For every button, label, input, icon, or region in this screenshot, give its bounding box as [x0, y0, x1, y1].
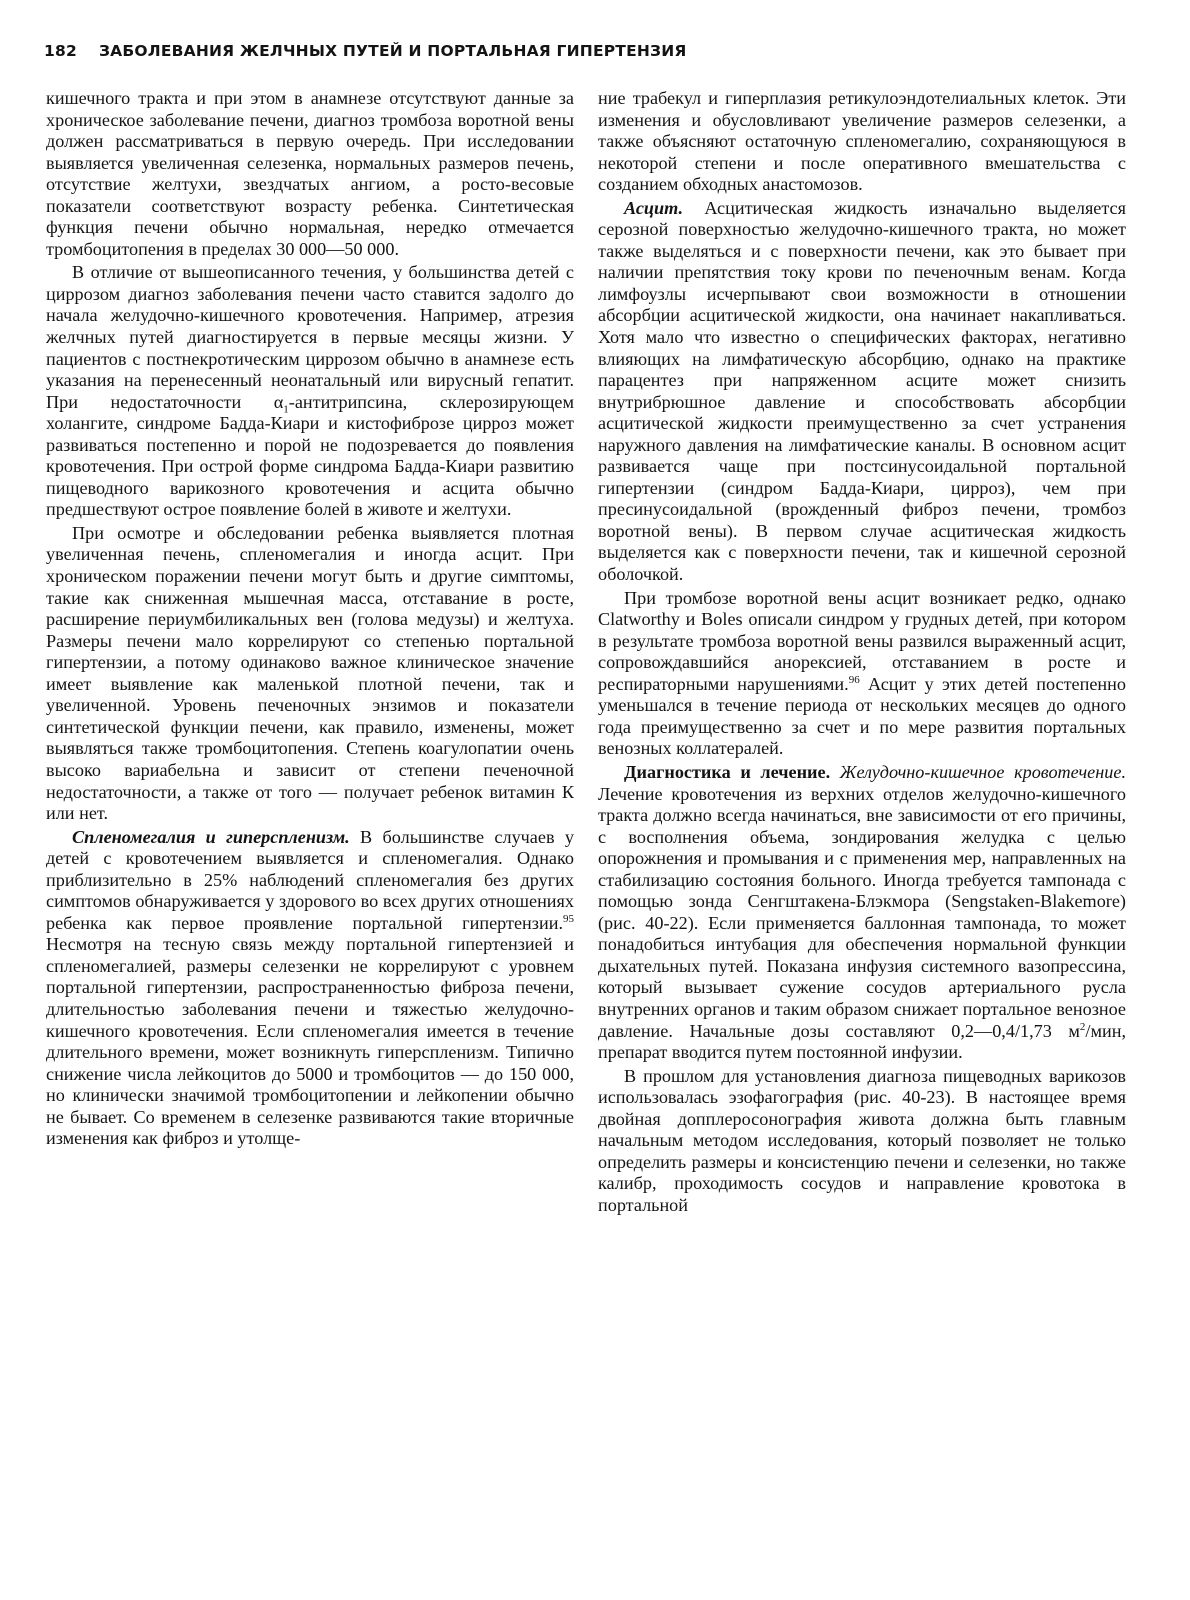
subscript: 1	[283, 403, 289, 416]
paragraph	[46, 827, 574, 1150]
text-run: Асцит у этих детей постепенно уменьшался в течение периода от нескольких месяцев до одного года преимущественно за счет и по мере развития портальных венозных коллатералей.	[598, 673, 1126, 759]
page-number: 182	[44, 42, 77, 60]
paragraph: В прошлом для установления диагноза пищеводных варикозов использовалась эзофагография (рис. 40-23). В настоящее время двойная допплеросонография живота должна быть главным начальным методом исследования, который позволяет не только определить размеры и консистенцию печени и селезенки, но также калибр, проходимость сосудов и направление кровотока в портальной	[598, 1065, 1126, 1215]
text-run: /мин, препарат вводится путем постоянной инфузии.	[598, 1020, 1126, 1063]
paragraph	[598, 198, 1126, 586]
text-run: В отличие от вышеописанного течения, у большинства детей с циррозом диагноз заболевания печени часто ставится задолго до начала желудочно-кишечного кровотечения. Например, атрезия желчных путей диагностируется в первые месяцы жизни. У пациентов с постнекротическим циррозом обычно в анамнезе есть указания на перенесенный неонатальный или вирусный гепатит. При недостаточности α	[46, 262, 574, 412]
text-run: В большинстве случаев у детей с кровотечением выявляется и спленомегалия. Однако приблизительно в 25% наблюдений спленомегалия без других симптомов обнаруживается у здорового во всех других отношениях ребенка как первое проявление портальной гипертензии.	[46, 826, 574, 933]
text-run: Асцитическая жидкость изначально выделяется серозной поверхностью желудочно-кишечного тракта, но может также выделяться и с поверхности печени, как это бывает при наличии препятствия току крови по печеночным венам. Когда лимфоузлы исчерпывают свои возможности в отношении абсорбции асцитической жидкости, она начинает накапливаться. Хотя мало что известно о специфических факторах, негативно влияющих на лимфатическую абсорбцию, однако на практике парацентез при напряженном асците может снизить внутрибрюшное давление и способствовать абсорбции асцитической жидкости преимущественно за счет устранения наружного давления на лимфатические каналы. В основном асцит развивается чаще при постсинусоидальной портальной гипертензии (синдром Бадда-Киари, цирроз), чем при пресинусоидальной (врожденный фиброз печени, тромбоз воротной вены). В первом случае асцитическая жидкость выделяется как с поверхности печени, так и кишечной серозной оболочкой.	[598, 197, 1126, 585]
section-heading: Спленомегалия и гиперспленизм.	[72, 826, 350, 847]
paragraph	[46, 262, 574, 521]
reference-mark: 96	[848, 673, 860, 686]
paragraph: ние трабекул и гиперплазия ретикулоэндотелиальных клеток. Эти изменения и обусловливают увеличение размеров селезенки, а также объясняют остаточную спленомегалию, сохраняющуюся в некоторой степени и после оперативного вмешательства с созданием обходных анастомозов.	[598, 88, 1126, 195]
reference-mark: 95	[563, 912, 574, 925]
left-column	[46, 88, 574, 1588]
superscript: 2	[1079, 1020, 1086, 1033]
subsection-heading: Желудочно-кишечное кровотечение.	[839, 761, 1126, 782]
text-run: Несмотря на тесную связь между портальной гипертензией и спленомегалией, размеры селезенки не коррелируют с уровнем портальной гипертензии, распространенностью фиброза печени, длительностью заболевания печени и тяжестью желудочно-кишечного кровотечения. Если спленомегалия имеется в течение длительного времени, может возникнуть гиперспленизм. Типично снижение числа лейкоцитов до 5000 и тромбоцитов — до 150 000, но клинически значимой тромбоцитопении и лейкопении обычно не бывает. Со временем в селезенке развиваются такие вторичные изменения как фиброз и утолще-	[46, 934, 574, 1149]
right-column	[598, 88, 1126, 1588]
section-heading: Диагностика и лечение.	[624, 761, 831, 782]
text-run: При тромбозе воротной вены асцит возникает редко, однако Clatworthy и Boles описали синдром у грудных детей, при котором в результате тромбоза воротной вены развился выраженный асцит, сопровождавшийся анорексией, отставанием в росте и респираторными нарушениями.	[598, 587, 1126, 694]
paragraph	[598, 762, 1126, 1064]
paragraph: кишечного тракта и при этом в анамнезе отсутствуют данные за хроническое заболевание печени, диагноз тромбоза воротной вены должен рассматриваться в первую очередь. При исследовании выявляется увеличенная селезенка, нормальных размеров печень, отсутствие желтухи, звездчатых ангиом, а росто-весовые показатели соответствуют возрасту ребенка. Синтетическая функция печени обычно нормальная, нередко отмечается тромбоцитопения в пределах 30 000—50 000.	[46, 88, 574, 259]
text-run: -антитрипсина, склерозирующем холангите, синдроме Бадда-Киари и кистофиброзе цирроз может развиваться постепенно и порой не подозревается до появления кровотечения. При острой форме синдрома Бадда-Киари развитию пищеводного варикозного кровотечения и асцита обычно предшествуют острое появление болей в животе и желтухи.	[46, 391, 574, 520]
chapter-title: ЗАБОЛЕВАНИЯ ЖЕЛЧНЫХ ПУТЕЙ И ПОРТАЛЬНАЯ ГИПЕРТЕНЗИЯ	[98, 42, 687, 60]
paragraph: При осмотре и обследовании ребенка выявляется плотная увеличенная печень, спленомегалия и иногда асцит. При хроническом поражении печени могут быть и другие симптомы, такие как сниженная мышечная масса, отставание в росте, расширение периумбиликальных вен (голова медузы) и желтуха. Размеры печени мало коррелируют со степенью портальной гипертензии, а потому одинаково важное клиническое значение имеет выявление как маленькой плотной печени, так и увеличенной. Уровень печеночных энзимов и показатели синтетической функции печени, как правило, изменены, может выявляться также тромбоцитопения. Степень коагулопатии очень высоко вариабельна и зависит от степени печеночной недостаточности, а также от того — получает ребенок витамин К или нет.	[46, 522, 574, 824]
section-heading: Асцит.	[624, 197, 684, 218]
paragraph	[598, 588, 1126, 760]
running-head	[44, 42, 1144, 60]
text-run: Лечение кровотечения из верхних отделов желудочно-кишечного тракта должно всегда начинаться, вне зависимости от его причины, с восполнения объема, зондирования желудка с целью опорожнения и промывания и с применения мер, направленных на стабилизацию состояния больного. Иногда требуется тампонада с помощью зонда Сенгштакена-Блэкмора (Sengstaken-Blakemore) (рис. 40-22). Если применяется баллонная тампонада, то может понадобиться интубация для обеспечения нормальной функции дыхательных путей. Показана инфузия системного вазопрессина, который вызывает сужение сосудов артериального русла внутренних органов и таким образом снижает портальное венозное давление. Начальные дозы составляют 0,2—0,4/1,73 м	[598, 783, 1126, 1041]
